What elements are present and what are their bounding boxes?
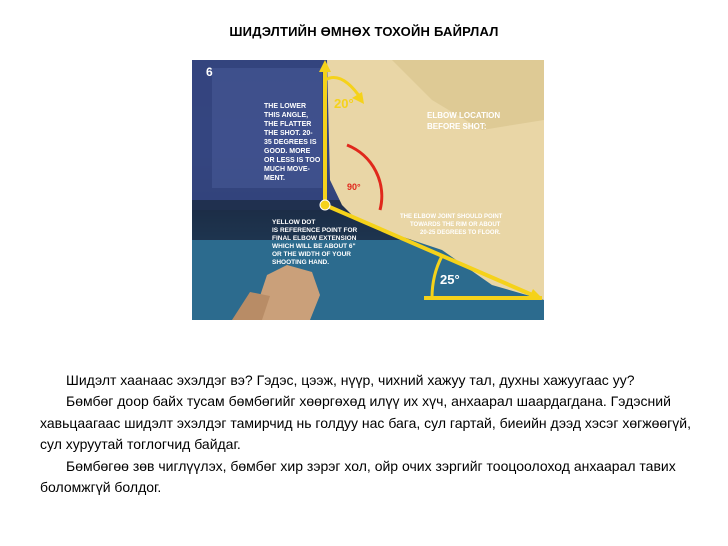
- svg-text:WHICH WILL BE ABOUT 6": WHICH WILL BE ABOUT 6": [272, 243, 356, 250]
- svg-text:THE FLATTER: THE FLATTER: [264, 121, 312, 128]
- svg-text:ELBOW LOCATION: ELBOW LOCATION: [427, 111, 501, 120]
- svg-text:MUCH MOVE-: MUCH MOVE-: [264, 166, 310, 173]
- svg-text:FINAL ELBOW EXTENSION: FINAL ELBOW EXTENSION: [272, 235, 357, 242]
- paragraph: Бөмбөг доор байх тусам бөмбөгийг хөөргөхөд илүү их хүч, анхаарал шаардагдана. Гэдэсний хавьцаагаас шидэлт эхэлдэг тамирчид нь голдуу нас бага, сул гартай, биеийн дээд хэсэг хөгжөөгүй, сул хуруутай тоглогчид байдаг.: [40, 393, 691, 453]
- paragraph: Шидэлт хаанаас эхэлдэг вэ? Гэдэс, цээж, нүүр, чихний хажуу тал, духны хажуугаас уу?: [66, 372, 635, 388]
- svg-text:THIS ANGLE,: THIS ANGLE,: [264, 112, 309, 119]
- svg-text:THE SHOT. 20-: THE SHOT. 20-: [264, 130, 313, 137]
- svg-text:GOOD. MORE: GOOD. MORE: [264, 148, 311, 155]
- angle-20-label: 20°: [334, 96, 354, 111]
- elbow-angle-photo: [192, 60, 544, 320]
- svg-text:MENT.: MENT.: [264, 175, 285, 182]
- svg-text:THE LOWER: THE LOWER: [264, 103, 306, 110]
- svg-text:SHOOTING HAND.: SHOOTING HAND.: [272, 259, 330, 266]
- svg-text:35 DEGREES IS: 35 DEGREES IS: [264, 139, 317, 146]
- figure-number: 6: [206, 65, 213, 79]
- elbow-diagram: [192, 60, 544, 320]
- svg-text:IS REFERENCE POINT FOR: IS REFERENCE POINT FOR: [272, 227, 358, 234]
- angle-90-label: 90°: [347, 182, 361, 192]
- svg-text:OR LESS IS TOO: OR LESS IS TOO: [264, 157, 321, 164]
- svg-text:TOWARDS THE RIM OR ABOUT: TOWARDS THE RIM OR ABOUT: [410, 222, 501, 228]
- page-title: ШИДЭЛТИЙН ӨМНӨХ ТОХОЙН БАЙРЛАЛ: [229, 24, 499, 39]
- svg-text:THE ELBOW JOINT SHOULD POINT: THE ELBOW JOINT SHOULD POINT: [400, 214, 503, 220]
- svg-text:BEFORE SHOT:: BEFORE SHOT:: [427, 122, 487, 131]
- svg-text:OR THE WIDTH OF YOUR: OR THE WIDTH OF YOUR: [272, 251, 351, 258]
- svg-text:20-25 DEGREES TO FLOOR.: 20-25 DEGREES TO FLOOR.: [420, 230, 501, 236]
- paragraph: Бөмбөгөө зөв чиглүүлэх, бөмбөг хир зэрэг хол, ойр очих зэргийг тооцоолоход анхаарал тавих боломжгүй болдог.: [40, 457, 676, 496]
- svg-text:YELLOW DOT: YELLOW DOT: [272, 219, 316, 226]
- angle-25-label: 25°: [440, 272, 460, 287]
- yellow-reference-dot: [320, 200, 330, 210]
- body-text: [40, 370, 716, 498]
